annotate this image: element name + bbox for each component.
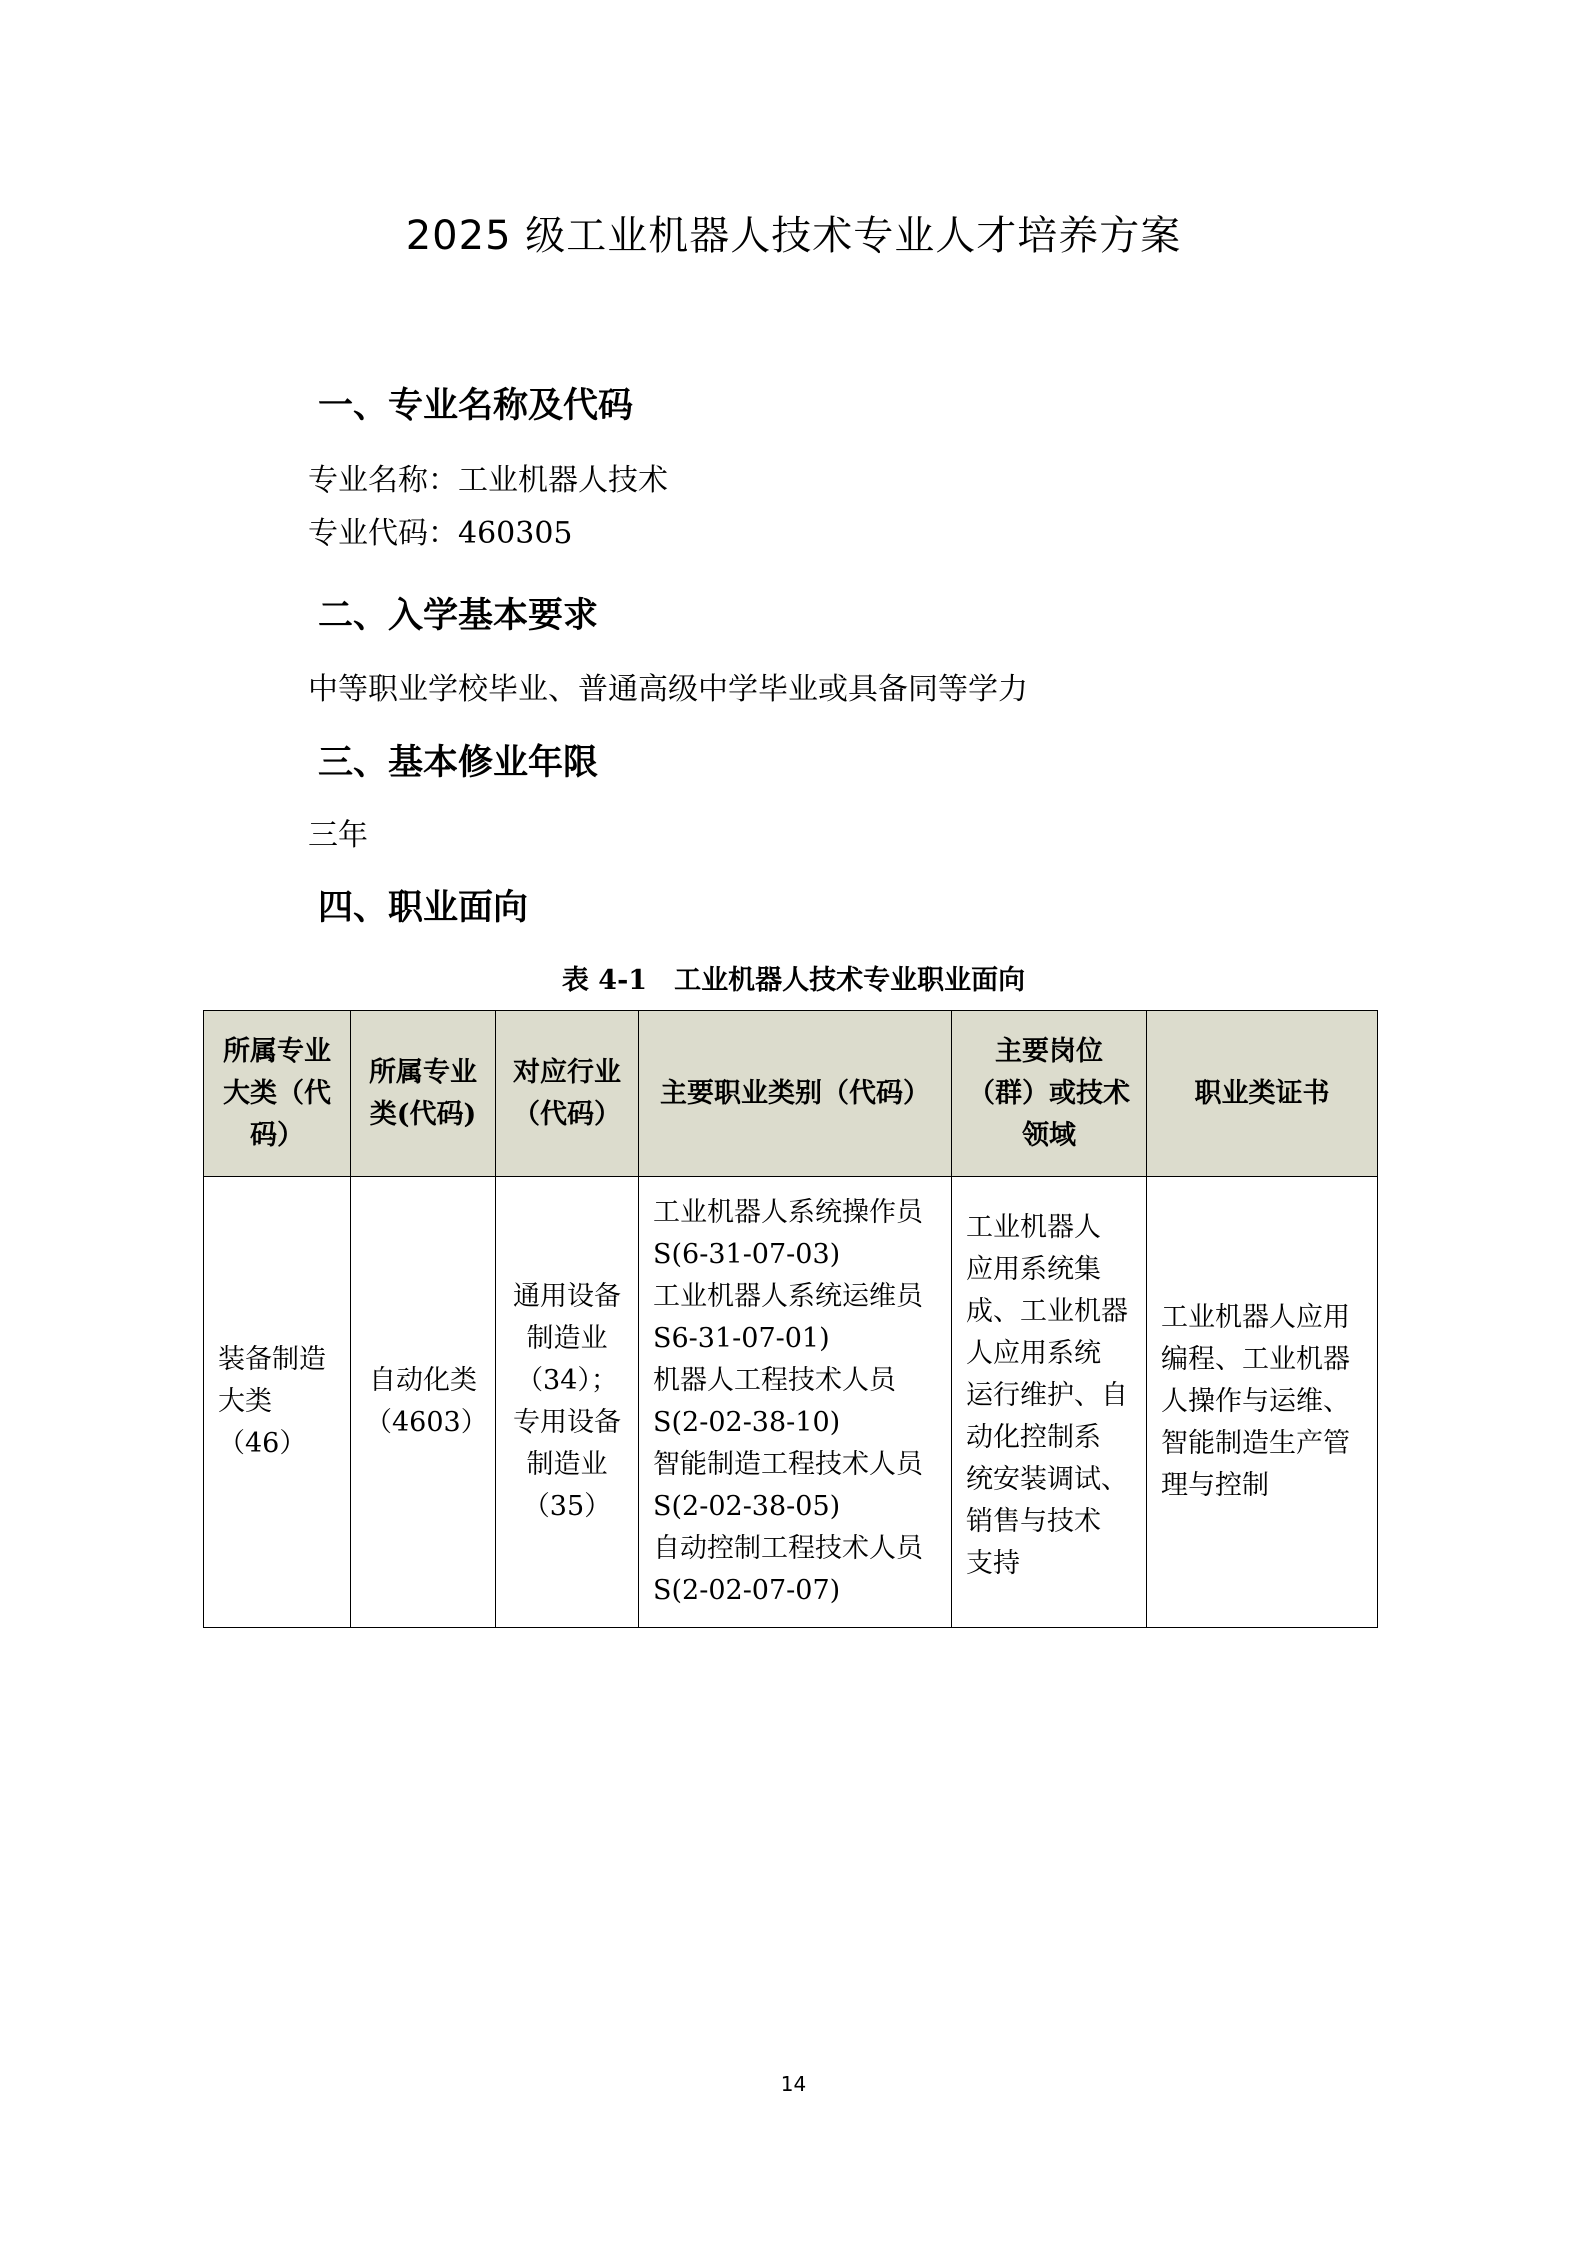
career-orientation-table (203, 1010, 1378, 1628)
table-row (204, 1177, 1378, 1628)
page-number: 14 (780, 2072, 807, 2096)
cell-certificates: 工业机器人应用 编程、工业机器 人操作与运维、 智能制造生产管 理与控制 (1147, 1177, 1378, 1628)
section-heading-duration: 三、基本修业年限 (318, 743, 599, 783)
section-heading-career: 四、职业面向 (318, 888, 529, 928)
section-heading-major: 一、专业名称及代码 (318, 386, 634, 426)
header-major-category: 所属专业 大类（代 码） (204, 1011, 351, 1177)
cell-occupation: 工业机器人系统操作员 S(6-31-07-03) 工业机器人系统运维员 S6-31-07-01) 机器人工程技术人员 S(2-02-38-10) 智能制造工程技术人员 S(2-02-38-05) 自动控制工程技术人员 S(2-02-07-07) (639, 1177, 952, 1628)
section-heading-admission: 二、入学基本要求 (318, 596, 599, 636)
cell-major-class: 自动化类 （4603） (351, 1177, 496, 1628)
major-code-line: 专业代码：460305 (308, 516, 573, 551)
cell-major-category: 装备制造 大类 （46） (204, 1177, 351, 1628)
table-caption: 表 4-1 工业机器人技术专业职业面向 (561, 965, 1026, 996)
header-occupation: 主要职业类别（代码） (639, 1011, 952, 1177)
admission-requirement-line: 中等职业学校毕业、普通高级中学毕业或具备同等学力 (308, 672, 1028, 707)
major-name-line: 专业名称：工业机器人技术 (308, 463, 668, 498)
header-positions: 主要岗位 （群）或技术 领域 (952, 1011, 1147, 1177)
document-title: 2025 级工业机器人技术专业人才培养方案 (405, 213, 1182, 259)
cell-industry: 通用设备 制造业 （34）； 专用设备 制造业 （35） (496, 1177, 639, 1628)
header-major-class: 所属专业 类(代码) (351, 1011, 496, 1177)
table-header-row (204, 1011, 1378, 1177)
duration-line: 三年 (308, 818, 368, 853)
cell-positions: 工业机器人 应用系统集 成、工业机器 人应用系统 运行维护、自 动化控制系 统安装调试、 销售与技术 支持 (952, 1177, 1147, 1628)
header-certificates: 职业类证书 (1147, 1011, 1378, 1177)
header-industry: 对应行业 （代码） (496, 1011, 639, 1177)
